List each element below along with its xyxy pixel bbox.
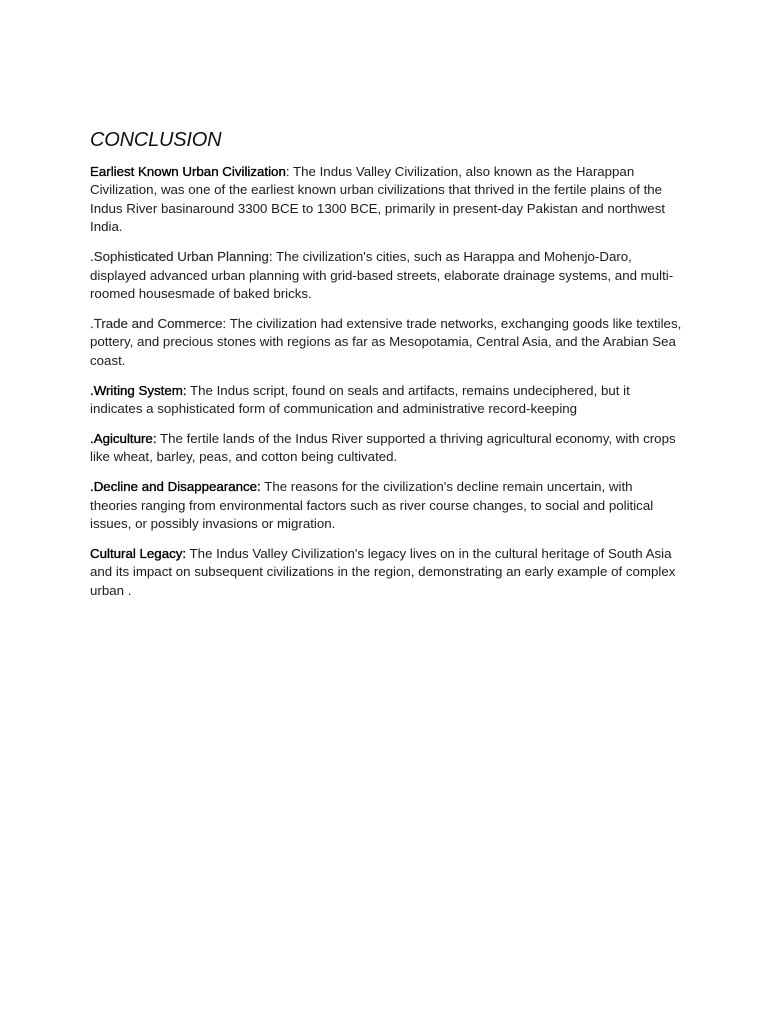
paragraph-urban-planning <box>90 248 682 303</box>
paragraph-cultural-legacy <box>90 545 682 600</box>
paragraph-text: The Indus Valley Civilization's legacy lives on in the cultural heritage of South Asia and its impact on subsequent civilizations in the region, demonstrating an early example of complex urban . <box>90 545 676 598</box>
paragraph-text: : The Indus Valley Civilization, also known as the Harappan Civilization, was one of the earliest known urban civilizations that thrived in the fertile plains of the Indus River basinaround 3300 BCE to 1300 BCE, primarily in present-day Pakistan and northwest India. <box>90 164 666 235</box>
paragraph-term: .Agiculture: <box>90 430 157 446</box>
paragraph-writing-system <box>90 382 682 419</box>
paragraph-text: The civilization's cities, such as Harappa and Mohenjo-Daro, displayed advanced urban planning with grid-based streets, elaborate drainage systems, and multi-roomed housesmade of baked bricks. <box>90 249 674 301</box>
document-page <box>90 126 682 612</box>
paragraph-text: The civilization had extensive trade networks, exchanging goods like textiles, pottery, and precious stones with regions as far as Mesopotamia, Central Asia, and the Arabian Sea coast. <box>90 315 682 368</box>
paragraph-term: Cultural Legacy: <box>90 545 187 561</box>
paragraph-term: Earliest Known Urban Civilization <box>90 164 286 179</box>
paragraph-term: .Trade and Commerce: <box>90 315 227 331</box>
paragraph-term: .Sophisticated Urban Planning: <box>90 249 273 265</box>
paragraph-decline <box>90 478 682 533</box>
paragraph-text: The Indus script, found on seals and artifacts, remains undeciphered, but it indicates a sophisticated form of communication and administrative record-keeping <box>90 382 630 416</box>
paragraph-text: The fertile lands of the Indus River supported a thriving agricultural economy, with crops like wheat, barley, peas, and cotton being cultivated. <box>90 430 676 465</box>
paragraph-trade-commerce <box>90 315 682 370</box>
paragraph-term: .Decline and Disappearance: <box>90 479 261 495</box>
paragraph-term: .Writing System: <box>90 382 187 398</box>
page-title: CONCLUSION <box>90 129 222 151</box>
paragraph-agriculture <box>90 430 682 467</box>
paragraph-text: The reasons for the civilization's decline remain uncertain, with theories ranging from environmental factors such as river course changes, to social and political issues, or possibly invasions or migration. <box>90 479 654 531</box>
paragraph-urban-civilization <box>90 163 682 237</box>
